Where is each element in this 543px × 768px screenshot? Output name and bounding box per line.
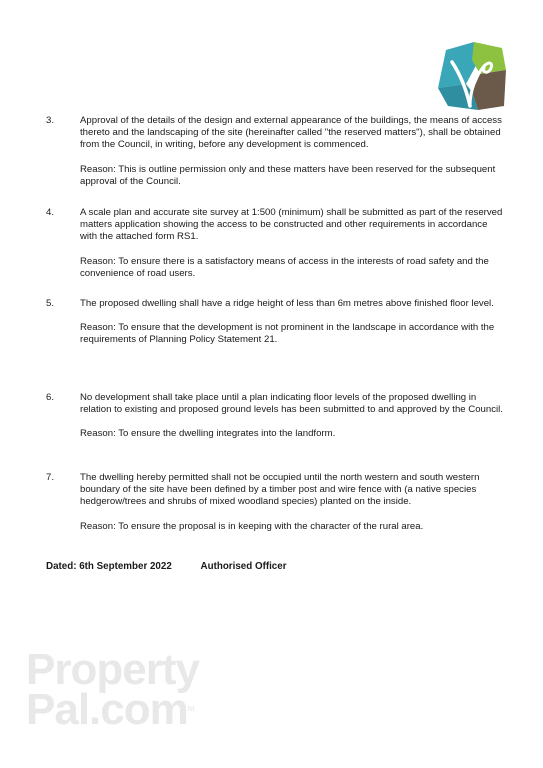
watermark-line-1: Property bbox=[26, 645, 199, 694]
condition-4 bbox=[46, 207, 506, 280]
condition-5 bbox=[46, 298, 506, 347]
condition-text: A scale plan and accurate site survey at 1:500 (minimum) shall be submitted as part of the reserved matters application showing the access to be constructed and other requirements in accordance with the attached form RS1. bbox=[80, 207, 503, 243]
condition-text: The dwelling hereby permitted shall not be occupied until the north western and south western boundary of the site have been defined by a timber post and wire fence with (a native species hedgerow/trees and shrubs of mixed woodland species) planted on the inside. bbox=[80, 472, 480, 508]
condition-reason: Reason: To ensure that the development is not prominent in the landscape in accordance with the requirements of Planning Policy Statement 21. bbox=[80, 322, 495, 346]
condition-number: 4. bbox=[46, 207, 55, 218]
condition-reason: Reason: To ensure the proposal is in keeping with the character of the rural area. bbox=[80, 520, 424, 532]
authorised-officer-label: Authorised Officer bbox=[200, 561, 287, 572]
watermark-line-2: Pal.com bbox=[26, 685, 188, 734]
condition-number: 3. bbox=[46, 115, 55, 126]
condition-number: 6. bbox=[46, 392, 55, 403]
condition-number: 7. bbox=[46, 472, 55, 483]
condition-text: Approval of the details of the design and external appearance of the buildings, the means of access thereto and the landscaping of the site (hereinafter called "the reserved matters"), shall be obtained from the Council, in writing, before any development is commenced. bbox=[80, 115, 502, 151]
condition-number: 5. bbox=[46, 298, 55, 309]
condition-text: The proposed dwelling shall have a ridge height of less than 6m metres above finished floor level. bbox=[80, 298, 494, 309]
signature-line bbox=[46, 561, 287, 572]
watermark-suffix: NI bbox=[187, 706, 195, 713]
council-logo-icon bbox=[432, 40, 510, 112]
condition-reason: Reason: To ensure there is a satisfactory means of access in the interests of road safety and the convenience of road users. bbox=[80, 255, 489, 279]
condition-reason: Reason: To ensure the dwelling integrates into the landform. bbox=[80, 428, 336, 440]
condition-3 bbox=[46, 115, 506, 188]
condition-6 bbox=[46, 392, 506, 441]
propertypal-watermark bbox=[26, 645, 226, 734]
condition-reason: Reason: This is outline permission only and these matters have been reserved for the subsequent approval of the Council. bbox=[80, 163, 496, 187]
condition-7 bbox=[46, 472, 506, 533]
condition-text: No development shall take place until a plan indicating floor levels of the proposed dwelling in relation to existing and proposed ground levels has been submitted to and approved by the Council. bbox=[80, 392, 503, 416]
dated-label: Dated: 6th September 2022 bbox=[46, 561, 172, 572]
